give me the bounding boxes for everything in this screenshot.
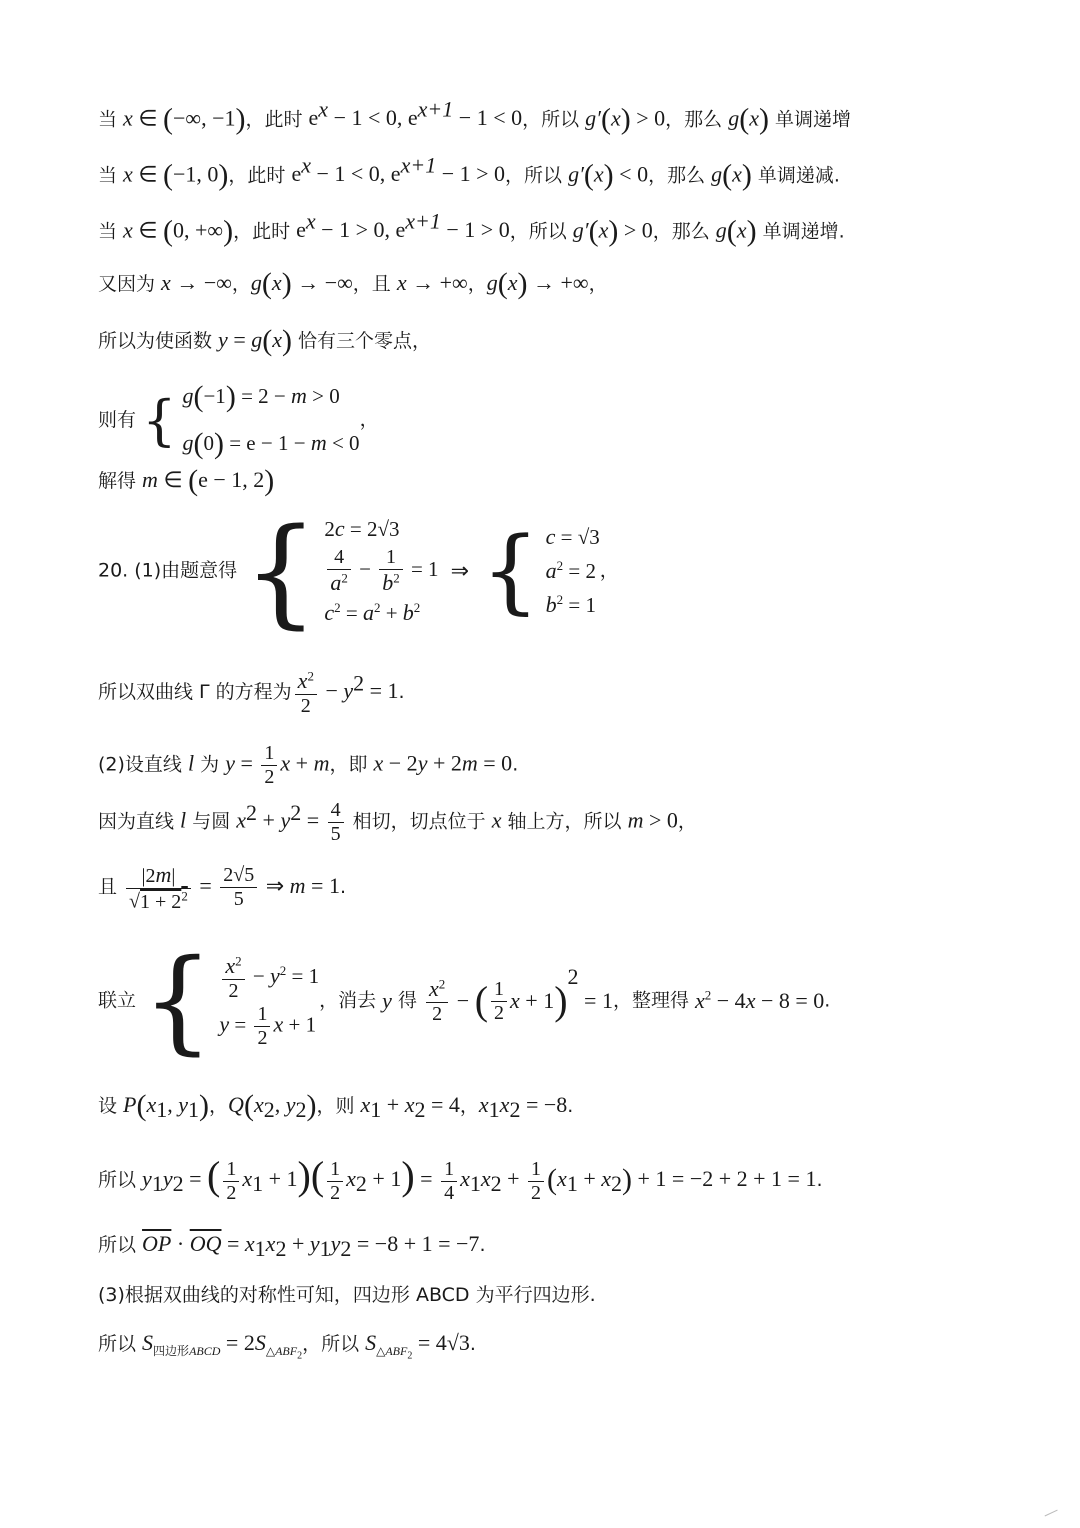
line-three-zeros: 所以为使函数 y = g(x) 恰有三个零点， (98, 324, 432, 357)
line-conditions-system: 则有 { g(−1) = 2 − m > 0 g(0) = e − 1 − m < 0 ， (98, 380, 379, 460)
line-limits: 又因为 x → −∞，g(x) → −∞，且 x → +∞，g(x) → +∞， (98, 267, 608, 300)
line-interval-1: 当 x ∈ (−∞, −1)，此时 $e^x - 1 < 0$, $e^{x+1} - 1 < 0$，所以 g′(x) > 0，那么 g(x) 单调递增 (98, 97, 852, 136)
line-dot-product: 所以 $\overline{OP} \cdot \overline{OQ} = x_1x_2 + y_1y_2 = -8 + 1 = -7$. (98, 1231, 486, 1261)
left-brace: { (142, 936, 214, 1066)
line-solution-m: 解得 m ∈ (e − 1, 2) (98, 464, 275, 497)
line-y1y2: 所以 $y_1y_2$ = ( $\frac{1}{2}$ $x_1 + 1$)( $\frac{1}{2}$ $x_2 + 1$) = $\frac{1}{4}$ $x_1x_2$ + $\frac{1}{2}$ $(x_1 + x_2) + 1 = -2 + 2 + 1 = 1$. (98, 1153, 823, 1204)
line-distance: 且 $\frac{|2m|}{√1 + 2^2}$ = $\frac{2√5}{5}$ ⇒ m = 1. (98, 862, 347, 913)
line-interval-3: 当 x ∈ (0, +∞)，此时 $e^x - 1 > 0$, $e^{x+1} - 1 > 0$，所以 g′(x) > 0，那么 g(x) 单调递增. (98, 209, 845, 248)
left-brace: { (243, 502, 319, 641)
line-points-pq: 设 $P(x_1$, $y_1$)，$Q(x_2$, $y_2$)，则 $x_1 + x_2 = 4$，$x_1x_2 = -8$. (98, 1089, 574, 1122)
left-brace: { (481, 517, 540, 625)
line-simultaneous: 联立 { $\frac{x^2}{2}$ − $y^2 = 1$ y = $\frac{1}{2}$ x + 1 ，消去 y 得 $\frac{x^2}{2}$ − ( $\frac{1}{2}$ x + 1)$^2$ = 1，整理得 $x^2 - 4x - 8 = 0$. (98, 936, 831, 1066)
line-part2-line-def: (2)设直线 l 为 y = $\frac{1}{2}$ x + m，即 x − 2y + 2m = 0. (98, 742, 519, 788)
left-brace: { (142, 388, 177, 452)
line-area: 所以 $S_{四边形ABCD} = 2S_{\triangle ABF_2}$，所以 $S_{\triangle ABF_2} = 4√3$. (98, 1330, 476, 1362)
line-problem-20-part1: 20. (1)由题意得 { 2c = 2√3 $\frac{4}{a^2}$ − $\frac{1}{b^2}$ = 1 $c^2 = a^2 + b^2$ ⇒ { c = √3 $a^2 = 2$ $b^2 = 1$ ， (98, 502, 619, 641)
line-part3: (3)根据双曲线的对称性可知，四边形 ABCD 为平行四边形. (98, 1284, 596, 1306)
line-hyperbola-equation: 所以双曲线 Γ 的方程为 $\frac{x^2}{2}$ − $y^2 = 1$. (98, 668, 405, 717)
line-interval-2: 当 x ∈ (−1, 0)，此时 $e^x - 1 < 0$, $e^{x+1} - 1 > 0$，所以 g′(x) < 0，那么 g(x) 单调递减. (98, 153, 840, 192)
line-tangent-circle: 因为直线 l 与圆 $x^2 + y^2$ = $\frac{4}{5}$ 相切，切点位于 x 轴上方，所以 m > 0， (98, 799, 697, 845)
page-corner-mark (1040, 1501, 1057, 1517)
